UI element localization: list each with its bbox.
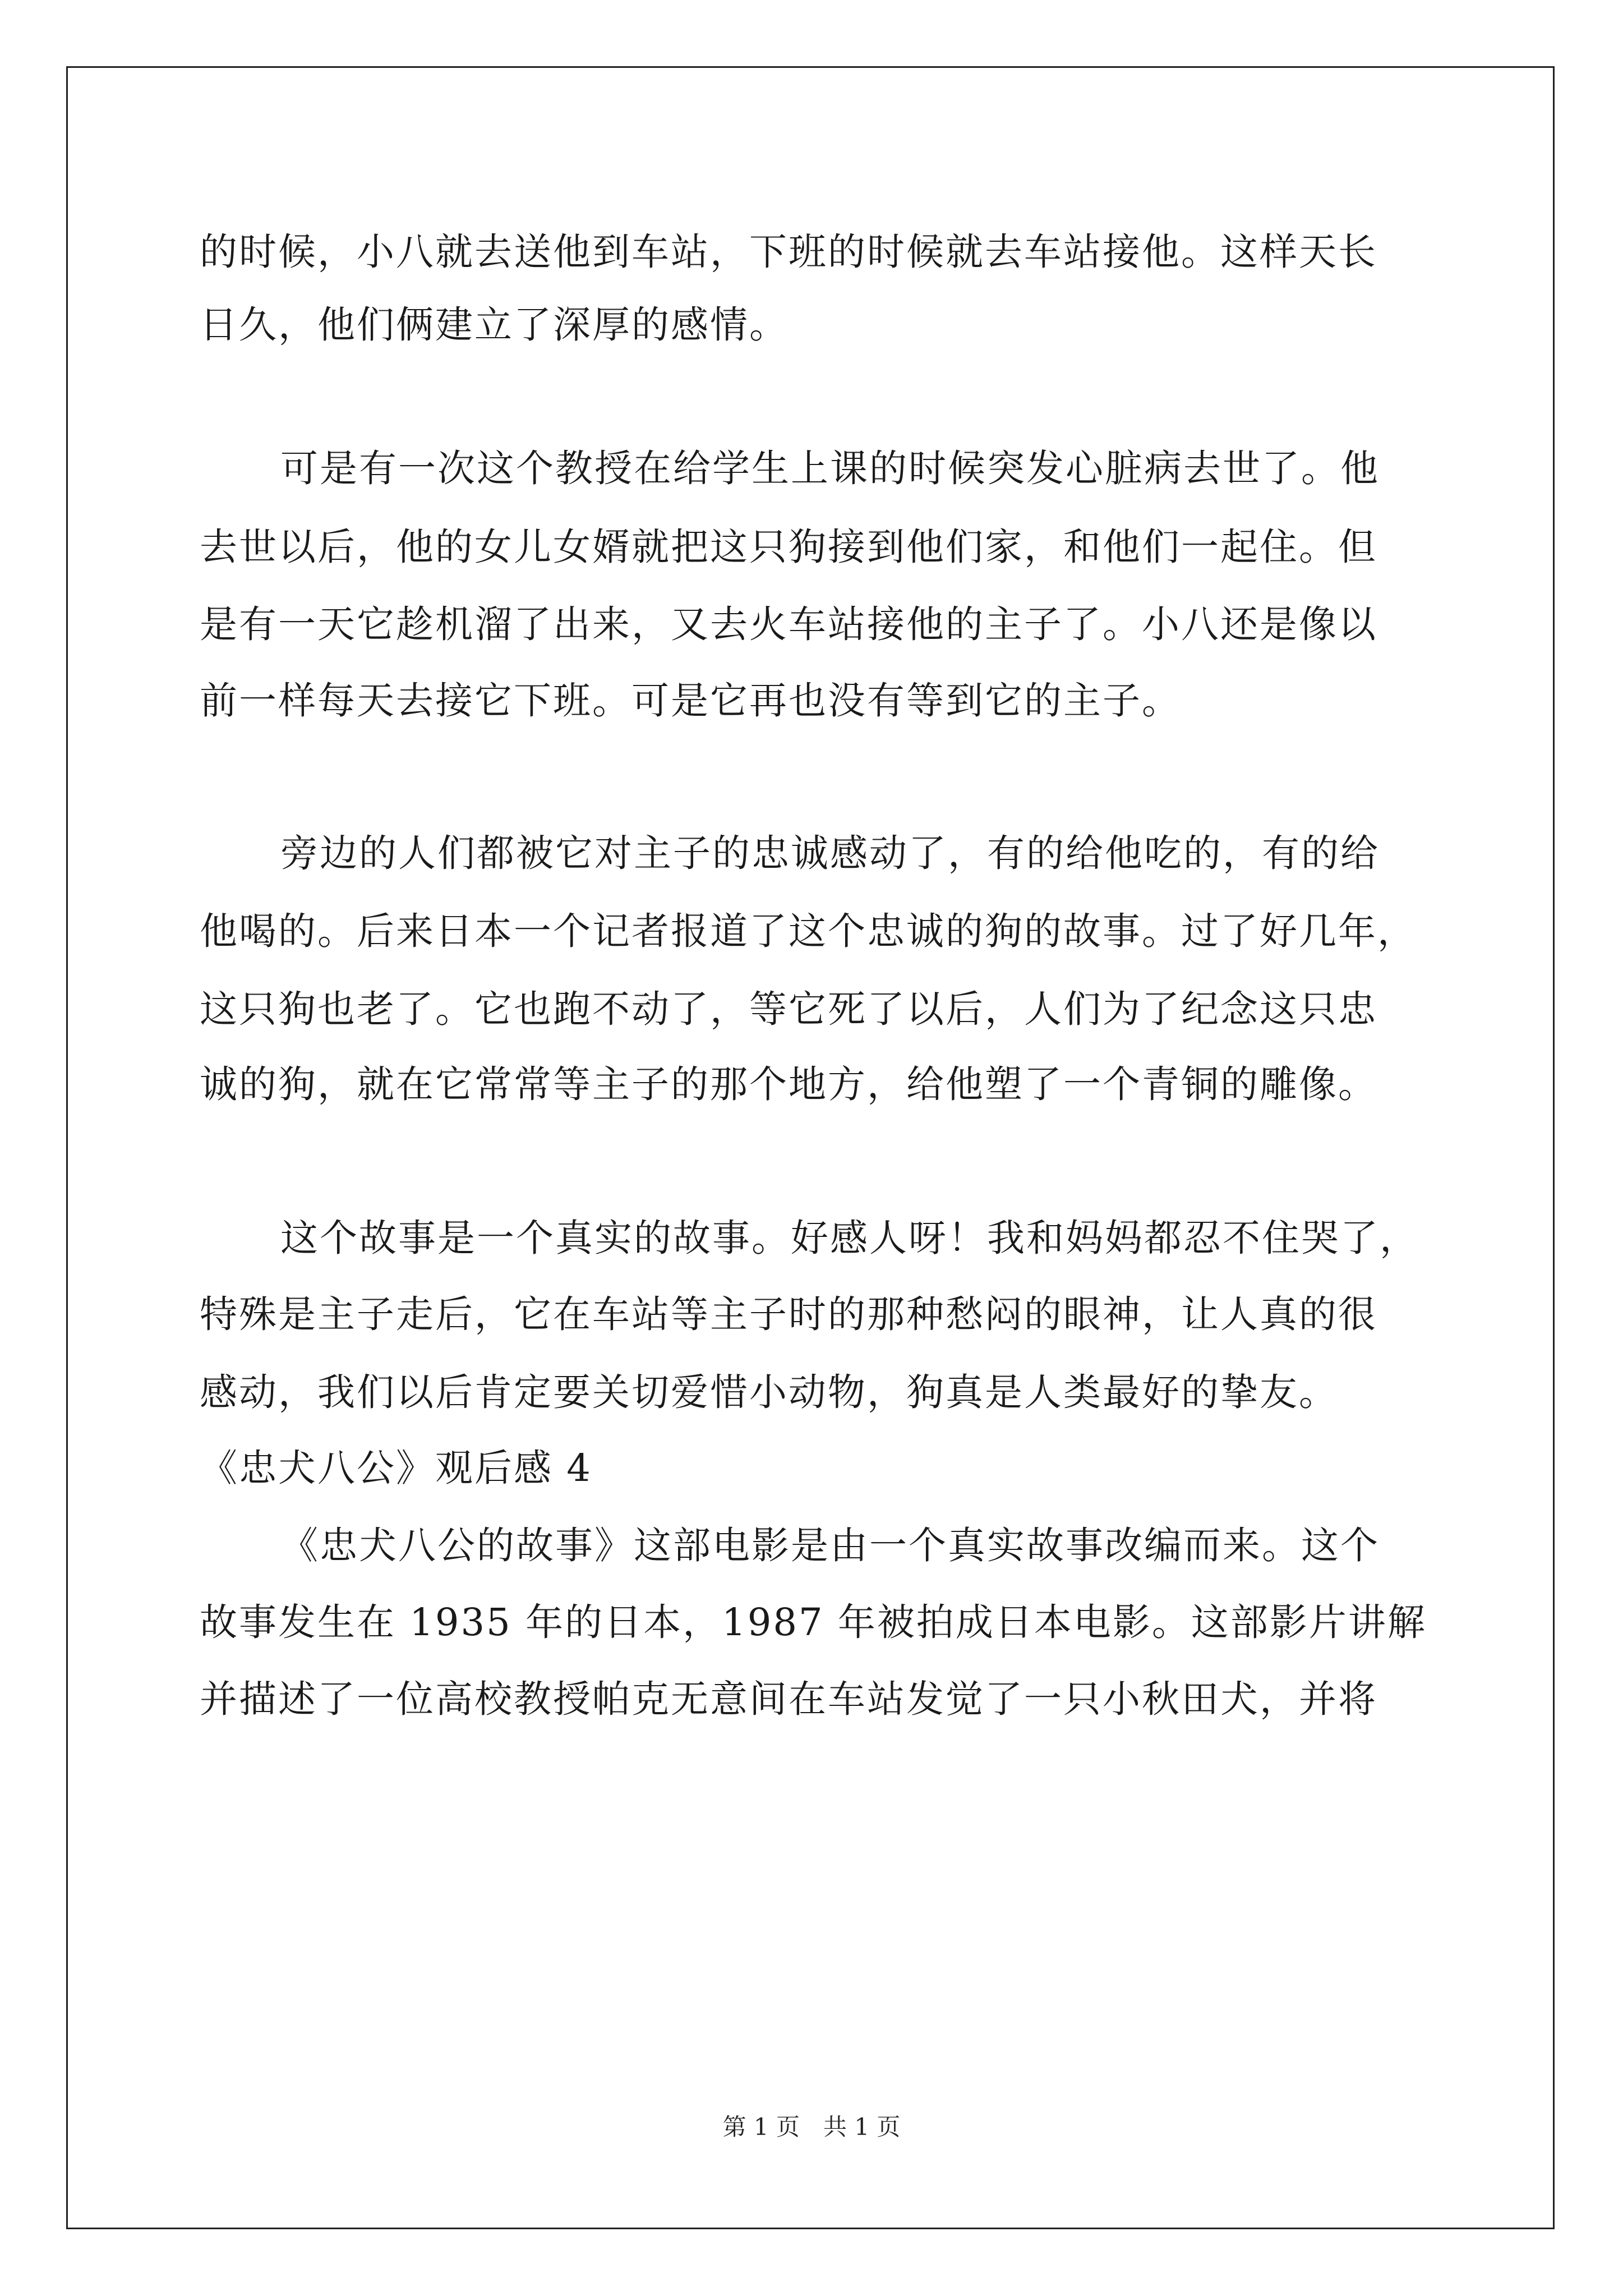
text-line: 并描述了一位高校教授帕克无意间在车站发觉了一只小秋田犬，并将: [200, 1677, 1377, 1721]
text-line: 他喝的。后来日本一个记者报道了这个忠诚的狗的故事。过了好几年，: [200, 909, 1417, 953]
section-heading: 《忠犬八公》观后感 4: [200, 1446, 592, 1490]
text-line: 故事发生在 1935 年的日本，1987 年被拍成日本电影。这部影片讲解: [200, 1600, 1427, 1644]
text-line: 前一样每天去接它下班。可是它再也没有等到它的主子。: [200, 679, 1181, 723]
text-line: 日久，他们俩建立了深厚的感情。: [200, 303, 789, 347]
text-line: 去世以后，他的女儿女婿就把这只狗接到他们家，和他们一起住。但: [200, 525, 1377, 569]
text-line: 诚的狗，就在它常常等主子的那个地方，给他塑了一个青铜的雕像。: [200, 1062, 1377, 1106]
text-line: 感动，我们以后肯定要关切爱惜小动物，狗真是人类最好的挚友。: [200, 1370, 1338, 1414]
paragraph-start-line: 《忠犬八公的故事》这部电影是由一个真实故事改编而来。这个: [280, 1524, 1380, 1567]
paragraph-start-line: 旁边的人们都被它对主子的忠诚感动了，有的给他吃的，有的给: [280, 831, 1380, 875]
text-line: 是有一天它趁机溜了出来，又去火车站接他的主子了。小八还是像以: [200, 602, 1377, 646]
page-number-footer: 第 1 页 共 1 页: [722, 2113, 901, 2141]
paragraph-start-line: 可是有一次这个教授在给学生上课的时候突发心脏病去世了。他: [280, 447, 1380, 490]
text-line: 的时候，小八就去送他到车站，下班的时候就去车站接他。这样天长: [200, 230, 1377, 274]
page-border: [66, 66, 1555, 2229]
text-line: 这只狗也老了。它也跑不动了，等它死了以后，人们为了纪念这只忠: [200, 987, 1377, 1031]
paragraph-start-line: 这个故事是一个真实的故事。好感人呀！我和妈妈都忍不住哭了，: [280, 1216, 1419, 1260]
text-line: 特殊是主子走后，它在车站等主子时的那种愁闷的眼神，让人真的很: [200, 1292, 1377, 1336]
